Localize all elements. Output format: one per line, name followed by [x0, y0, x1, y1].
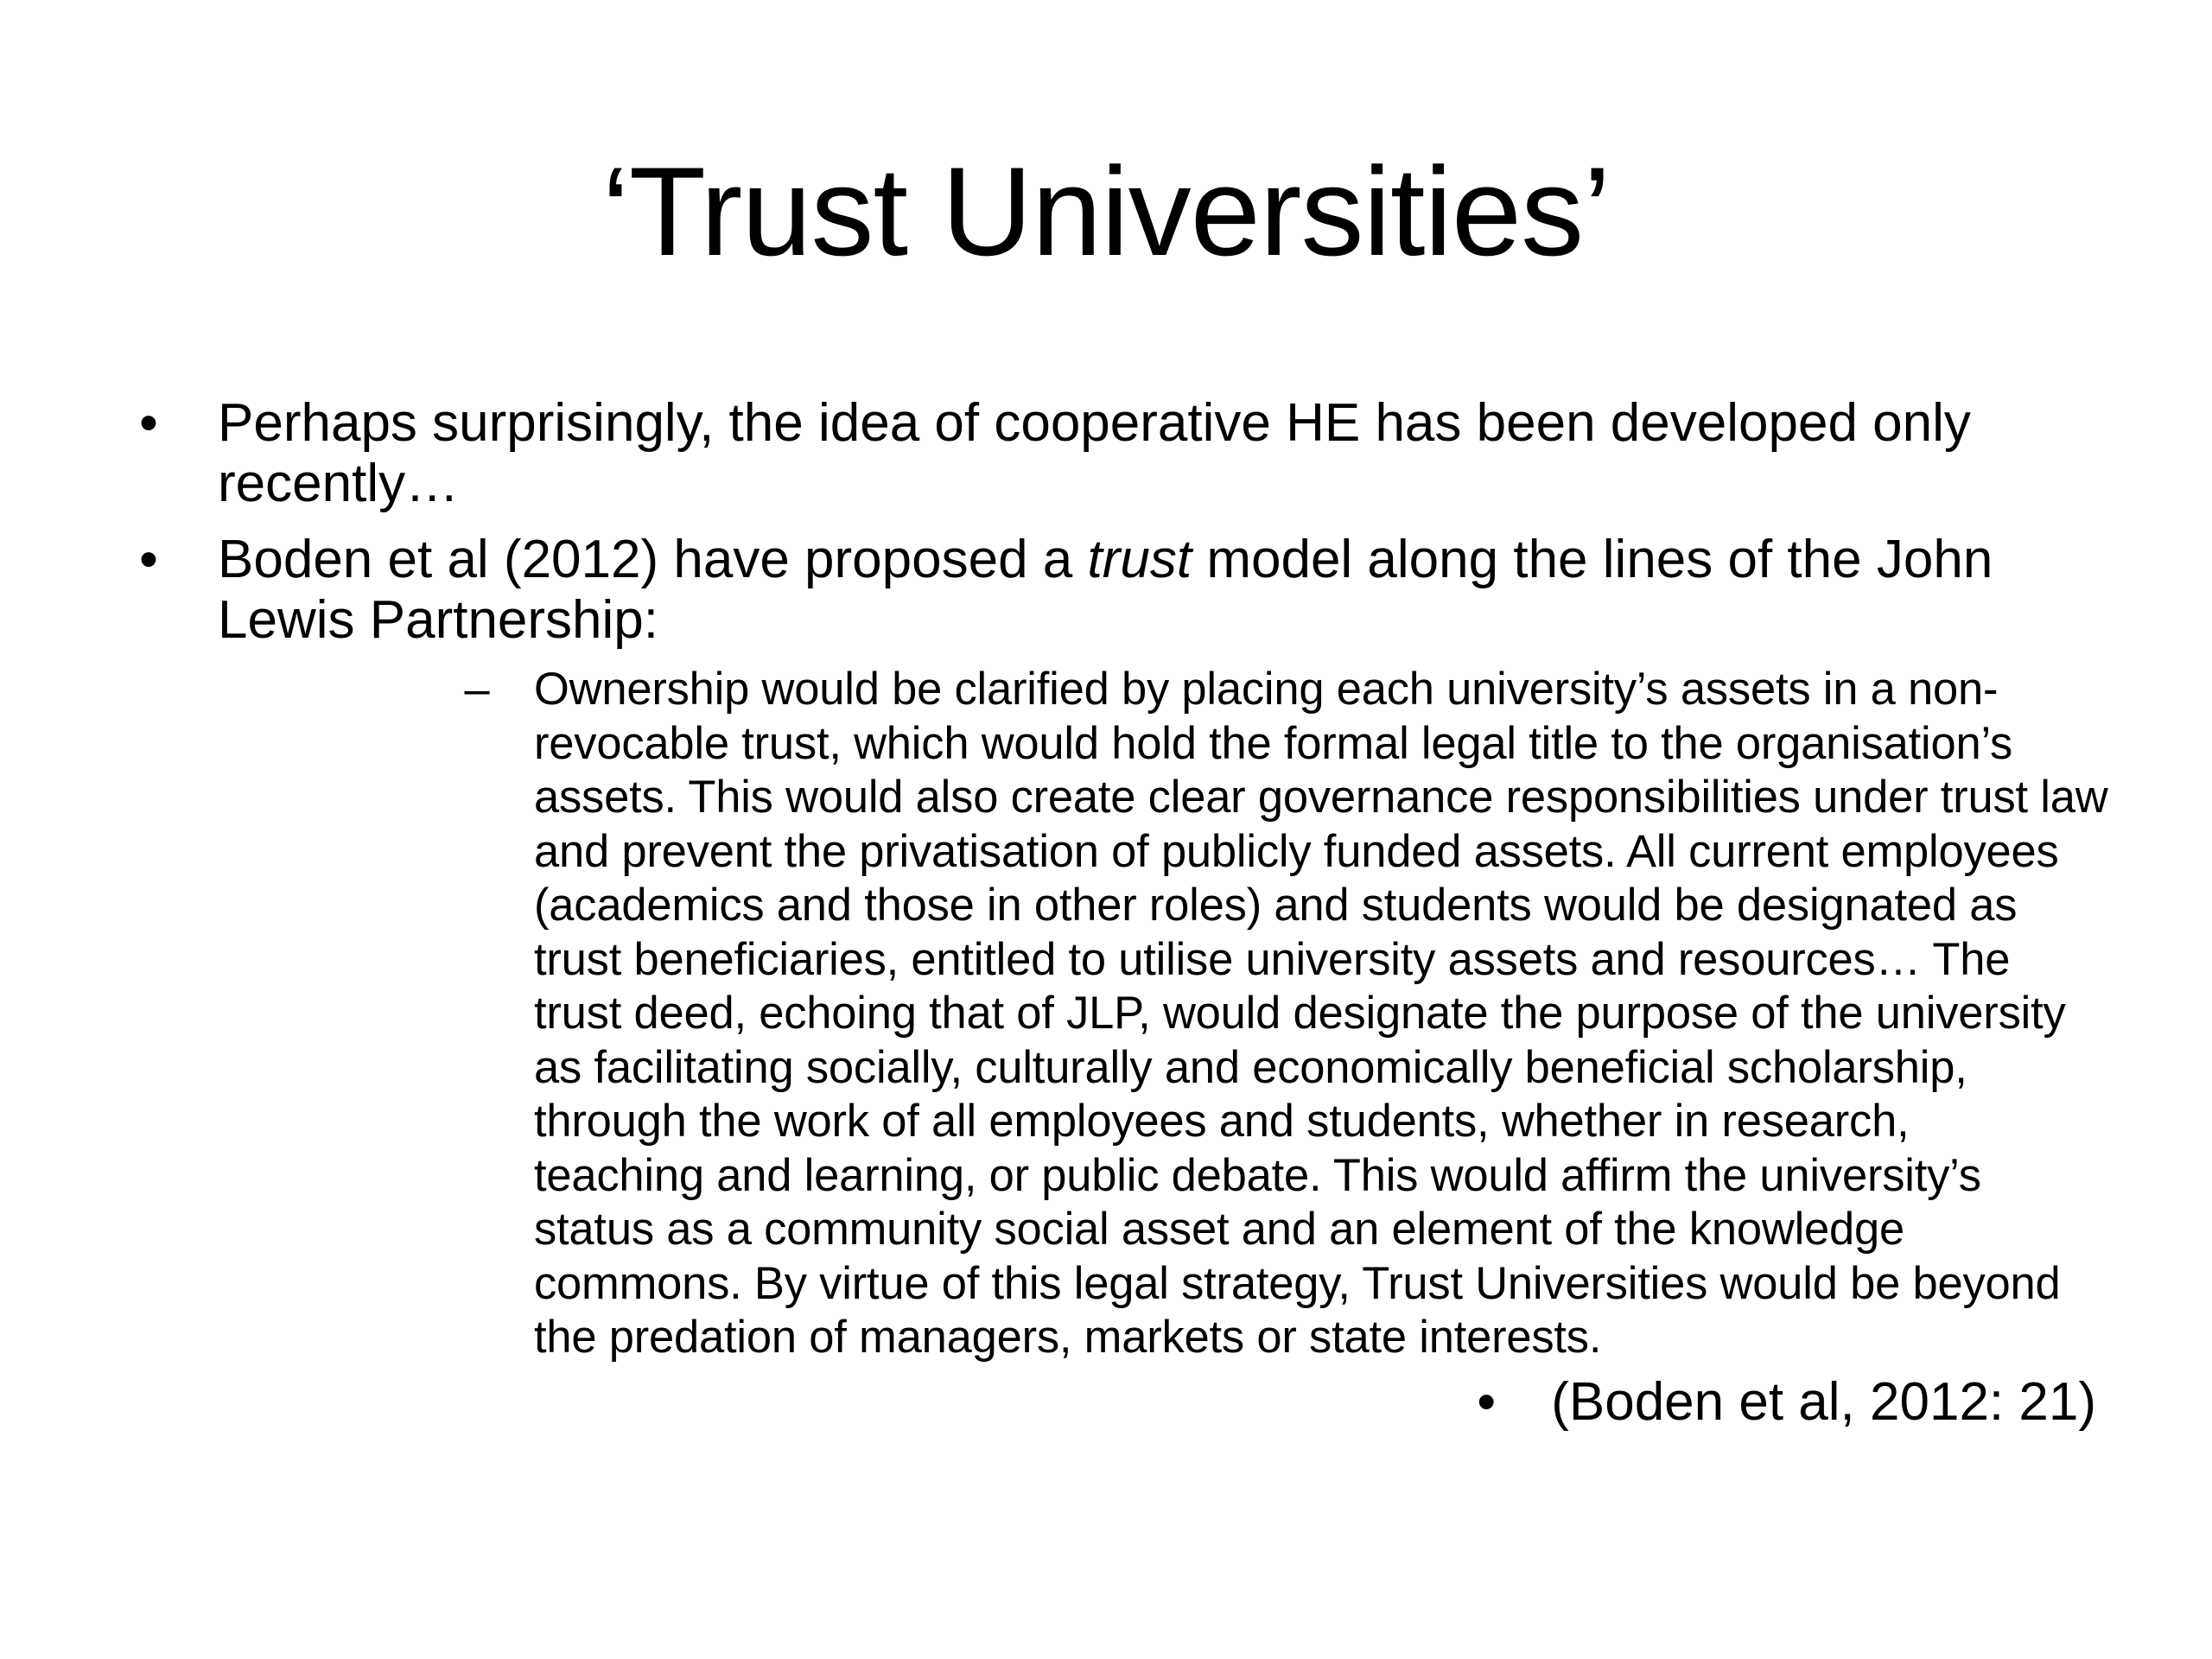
bullet-item-1 [139, 393, 2119, 514]
quote-line: assets. This would also create clear governance responsibilities under trust law [534, 772, 2108, 823]
quote-line: as facilitating socially, culturally and economically beneficial scholarship, [534, 1041, 1967, 1093]
dash-icon: – [464, 664, 490, 715]
quote-line: commons. By virtue of this legal strategy, Trust Universities would be beyond [534, 1257, 2061, 1309]
quote-line: trust beneficiaries, entitled to utilise university assets and resources… The [534, 933, 2011, 985]
quote-subitem [464, 663, 2212, 1365]
bullet-2-text-before: Boden et al (2012) have proposed a [218, 530, 1088, 589]
slide-body [0, 393, 2212, 1381]
slide-title: ‘Trust Universities’ [601, 141, 1611, 282]
bullet-1-line-1: Perhaps surprisingly, the idea of cooperative HE has been developed only [218, 393, 1971, 453]
quote-line: and prevent the privatisation of publicly funded assets. All current employees [534, 825, 2059, 877]
quote-line: the predation of managers, markets or state interests. [534, 1312, 1602, 1363]
bullet-2-text-after: model along the lines of the John [1192, 530, 1993, 589]
quote-line: through the work of all employees and students, whether in research, [534, 1096, 1910, 1147]
bullet-icon: • [139, 530, 158, 589]
quote-line: Ownership would be clarified by placing each university’s assets in a non- [534, 664, 1999, 715]
quote-line: teaching and learning, or public debate. This would affirm the university’s [534, 1149, 1981, 1201]
bullet-icon: • [139, 393, 158, 453]
bullet-2-italic-word: trust [1087, 530, 1192, 589]
citation-text: (Boden et al, 2012: 21) [1551, 1372, 2096, 1432]
quote-line: revocable trust, which would hold the formal legal title to the organisation’s [534, 717, 2013, 769]
bullet-2-line-1 [218, 530, 2119, 590]
citation [1469, 1372, 2096, 1433]
bullet-icon: • [1477, 1372, 1497, 1432]
bullet-2-line-2: Lewis Partnership: [218, 590, 659, 650]
quote-line: status as a community social asset and an element of the knowledge [534, 1204, 1905, 1255]
quote-line: trust deed, echoing that of JLP, would designate the purpose of the university [534, 988, 2066, 1039]
bullet-item-2 [139, 530, 2119, 1365]
quote-line: (academics and those in other roles) and students would be designated as [534, 880, 2018, 931]
bullet-1-line-2: recently… [218, 454, 460, 513]
